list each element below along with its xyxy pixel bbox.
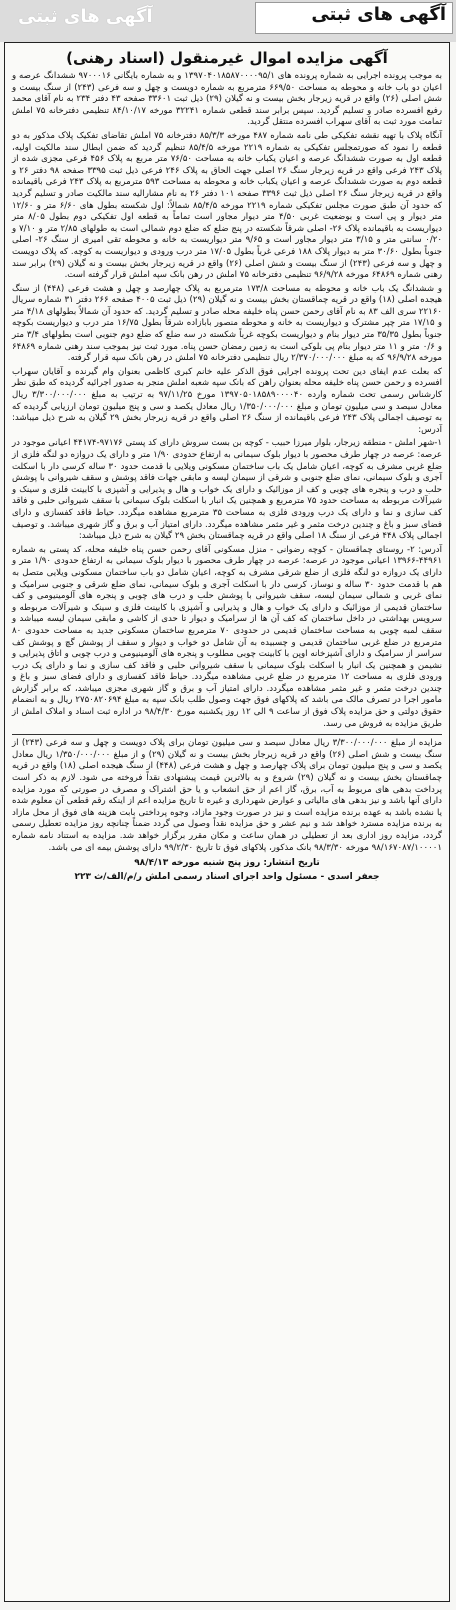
category-label-shadow: آگهی های ثبتی xyxy=(18,6,153,27)
category-banner xyxy=(0,0,456,42)
notice-paragraph: که بعلت عدم ایفای دین تحت پرونده اجرایی فوق الذکر علیه خانم کبری کاظمی بعنوان وام گیرنده و آقایان سهراب افسرده و رحمن حسن پناه خلیفه محله بعنوان راهن که بانک سپه شعبه املش منجر به صدور اجرائیه گردیده که طبق نظر کارشناس رسمی تحت شماره وارده ۱۳۹۷۰۵۰۱۸۵۸۹۰۰۰۰۴۰ مورخ ۹۷/۱۱/۲۵ به ترتیب به مبلغ ۳/۳۰۰/۰۰۰/۰۰۰ ریال معادل سیصد و سی میلیون تومان و مبلغ ۱/۳۵۰/۰۰۰/۰۰۰ ریال معادل یکصد و سی و پنج میلیون تومان ارزیابی گردیده که به توصیف اجمالی پلاک ۲۴۳ فرعی باقیمانده از سنگ ۲۶ اصلی واقع در قریه زیرجار بخش ۲۹ گیلان به شرح ذیل میباشد: آدرس: xyxy=(12,366,443,435)
column-break-divider xyxy=(12,734,442,735)
publish-date: تاریخ انتشار: روز پنج شنبه مورخه ۹۸/۴/۱۳ xyxy=(134,858,320,869)
category-label: آگهی های ثبتی xyxy=(311,4,446,25)
notice-body xyxy=(5,71,449,854)
notice-paragraph: آنگاه پلاک با تهیه نقشه تفکیکی طی نامه شماره ۴۸۷ مورخه ۸۵/۳/۳ دفترخانه ۷۵ املش تقاضای تفکیک پلاک مذکور به دو قطعه را نمود که صورتمجلس تفکیکی به شماره ۲۲۱۹ مورخه ۸۵/۴/۵ تنظیم گردید که ضمن ابطال سند مالکیت اولیه، قطعه اول به صورت ششدانگ عرصه و اعیان یکباب خانه به مساحت ۷۶/۵۰ متر مربع به پلاک ۴۵۶ فرعی مجزی شده از پلاک ۲۴۳ فرعی واقع در قریه زیرجار سنگ ۲۶ اصلی جهت الحاق به پلاک ۲۴۶ فرعی ذیل ثبت ۳۳۹۵ صفحه ۹۸ دفتر ۲۶ و قطعه دوم به صورت ششدانگ عرصه و اعیان یکباب خانه و محوطه به مساحت ۵۹۳ مترمربع به پلاک ۲۴۳ فرعی باقیمانده واقع در قریه زیرجار سنگ ۲۶ اصلی ذیل ثبت ۳۳۹۶ صفحه ۱۰۱ دفتر ۲۶ به نام مشارالیه سند مالکیت صادر و تسلیم گردید که حدود آن طبق صورت مجلس تفکیکی شماره ۲۲۱۹ مورخه ۸۵/۴/۵ شمالاً: اول شکسته بطول های ۶/۶۰ متر و ۱۲/۶۰ متر دیوار و پی است و بوضعیت غربی ۴/۵۰ متر دیوار مجاور است تماماً به قطعه اول تفکیکی دوم بطول ۸/۰۵ متر دیواریست به باقیمانده پلاک ۲۶- اصلی شرقاً شکسته در پنج ضلع که ضلع دوم شمالی است به طولهای ۲/۸۵ متر و ۷/۱۰ و ۰/۲۰ سانتی متر و ۳/۱۵ متر دیوار مجاور است و ۹/۶۵ متر دیواریست به خانه و محوطه تقی امیری از سنگ ۲۶- اصلی جنوباً بطول ۳۰/۶۰ متر به دیوار پلاک ۱۸۸ فرعی غرباً بطول ۱۷/۰۵ متر درب ورودی و دیواریست به کوچه. که پلاک دویست و چهل و سه فرعی (۲۴۳) از سنگ بیست و شش اصلی (۲۶) واقع در قریه زیرجار بخش بیست و نه گیلان (۲۹) برابر سند رهنی شماره ۶۴۸۶۹ مورخه ۹۶/۹/۲۸ تنظیمی دفترخانه ۷۵ املش در رهن بانک سپه املش قرار گرفته است. xyxy=(12,130,443,281)
notice-paragraph: و ششدانگ یک باب خانه و محوطه به مساحت ۱۷۳/۸ مترمربع به پلاک چهارصد و چهل و هشت فرعی (۴۴۸) از سنگ هیجده اصلی (۱۸) واقع در قریه چماقستان بخش بیست و نه گیلان (۲۹) ذیل ثبت ۴۰۰۵ صفحه ۲۶۶ دفتر ۳۱ شماره سریال ۲۲۱۶۰ سری الف ۸۳ به نام آقای رحمن حسن پناه خلیفه محله صادر و تسلیم گردید. که حدود آن شمالاً بطولهای ۴/۱۸ متر و ۱۷/۱۵ متر چپر مشترک و دیواریست به خانه و محوطه منصور بابازاده شرقاً بطول ۱۶/۷۵ متر درب و دیواریست بکوچه جنوباً بطول ۳۵/۳۵ متر دیوار بنام و دیواریست بکوچه غرباً شکسته در سه ضلع که ضلع دوم جنوبی است بطولهای ۳/۴ متر و ۰/۶ متر و ۱۱ متر دیوار بنام پی بلوکی است به زمین رمضان حسن پناه. مورد ثبت نیز بموجب سند رهنی شماره ۶۴۸۶۹ مورخه ۹۶/۹/۲۸ که به مبلغ ۲/۳۷۰/۰۰۰/۰۰۰ ریال تنظیمی دفترخانه ۷۵ املش در رهن بانک سپه قرار گرفته. xyxy=(12,283,443,364)
notice-frame xyxy=(4,42,450,1602)
notice-paragraph: مزایده از مبلغ ۳/۳۰۰/۰۰۰/۰۰۰ ریال معادل سیصد و سی میلیون تومان برای پلاک دویست و چهل و سه فرعی (۲۴۳) از سنگ بیست و شش اصلی (۲۶) واقع در قریه زیرجار بخش بیست و نه گیلان (۲۹) و از مبلغ ۱/۳۵۰/۰۰۰/۰۰۰ ریال معادل یکصد و سی و پنج میلیون تومان برای پلاک چهارصد و چهل و هشت فرعی (۴۴۸) از سنگ هیجده اصلی (۱۸) واقع در قریه چماقستان بخش بیست و نه گیلان (۲۹) شروع و به بالاترین قیمت پیشنهادی نقداً فروخته می شود. لازم به ذکر است پرداخت بدهی های مربوط به آب، برق، گاز اعم از حق انشعاب و یا حق اشتراک و مصرف در صورتی که مورد مزایده دارای آنها باشد و نیز بدهی های مالیاتی و عوارض شهرداری و غیره تا تاریخ مزایده اعم از اینکه رقم قطعی آن معلوم شده یا نشده باشد به عهده برنده مزایده است و نیز در صورت وجود مازاد، وجوه پرداختی بابت هزینه های فوق از محل مازاد به برنده مزایده مسترد خواهد شد و نیم عشر و حق مزایده نقداً وصول می گردد ضمناً چنانچه روز مزایده تعطیل رسمی گردد، مزایده روز اداری بعد از تعطیلی در همان ساعت و مکان مقرر برگزار خواهد شد. مزایده به استناد نامه شماره ۹۸/۱۶۷۰۸۷/۱۰۰۰۰۱ مورخه ۹۸/۳/۳۰ بانک مذکور، پلاکهای فوق تا تاریخ ۹۹/۲/۳۰ دارای پوشش بیمه ای می باشد. xyxy=(12,738,443,853)
notice-paragraph: به موجب پرونده اجرایی به شماره پرونده های ۱۳۹۷۰۴۰۱۸۵۸۷۰۰۰۰۹۵/۱ و به شماره بایگانی ۹۷۰۰۰۱۶ ششدانگ عرصه و اعیان دو باب خانه و محوطه به مساحت ۶۶۹/۵۰ مترمربع به شماره دویست و چهل و سه فرعی (۲۴۳) از سنگ بیست و شش اصلی (۲۶) واقع در قریه زیرجار بخش بیست و نه گیلان (۲۹) ذیل ثبت ۳۳۶۰۱ صفحه ۴۳ دفتر ۲۳۴ به نام آقای محمد رفیع افسرده صادر و تسلیم گردید. سپس برابر سند قطعی شماره ۳۲۲۴۱ مورخه ۸۴/۱۰/۱۷ تنظیمی دفترخانه ۷۵ املش تمامت مورد ثبت به آقای سهراب افسرده منتقل گردید. xyxy=(12,71,443,128)
notice-title: آگهی مزایده اموال غیرمنقول (اسناد رهنی) xyxy=(66,49,388,67)
signature: جعفر اسدی - مسئول واحد اجرای اسناد رسمی املش ر/م/الف/ث ۲۲۳ xyxy=(74,872,380,883)
notice-paragraph: آدرس: ۲- روستای چماقستان - کوچه رضوانی - منزل مسکونی آقای رحمن حسن پناه خلیفه محله، کد پستی به شماره ۴۴۹۶۱-۱۳۹۶۶ اعیانی موجود در عرصه: عرصه در چهار طرف محصور با دیوار بلوک سیمانی به ارتفاع حدودی ۱/۹۰ متر و دارای یک دروازه دو لنگه فلزی از ضلع شرقی مشرف به کوچه، اعیان شامل دو باب ساختمان مسکونی ویلایی متصل به هم با قدمت حدود ۳۰ ساله و نوساز، کرسی دار با اسکلت آجری و بلوک سیمانی، نمای ضلع شرقی و جنوبی سرامیک و نمای غربی و شمالی سیمان لیسه، سقف شیروانی با پوشش حلب و درب های چوبی و پنجره های آلومینیومی و کف ساختمان قدیمی از موزائیک و دارای یک خواب و هال و پذیرایی و آشپزی با کابینت فلزی و سینک و شیرآلات مربوطه و سرویس بهداشتی در داخل ساختمان که کف آن ها از سرامیک و دیوار تا حدی از کاشی و مابقی سیمان لیسه میباشد و سقف لمبه چوبی به مساحت ساختمان قدیمی در حدودی ۷۰ مترمربع ساختمان مسکونی جدید به مساحت حدودی ۸۰ مترمربع در ضلع غربی ساختمان قدیمی و چسبیده به آن شامل دو خواب و دیوار و سقف از پوشش گچ و پوشش کف سراسر از سرامیک و دارای آشپزخانه اوپن با کابینت چوبی مطلوب و پنجره های آلومینیومی و درب چوبی و اتاق پذیرایی و نشیمن و همچنین یک انبار با اسکلت بلوک سیمانی با سقف شیروانی حلبی و فاقد کف سازی و نما و دارای یک درب ورودی فلزی به مساحت ۱۲ مترمربع در ضلع غربی مشاهده میگردد. حیاط فاقد کفسازی و دارای فضای سبز و باغ و چندین درخت مثمر و غیر مثمر مشاهده میگردد. دارای امتیاز آب و برق و گاز شهری مجزی میباشد، که برابر گزارش مامور اجرا در تصرف مالک می باشد که پلاکهای فوق جهت وصول طلب بانک سپه به مبلغ ۲۷۵۰۸۲۰۶۹۴ ریال و به انضمام حقوق دولتی و حق مزایده پلاک فوق از ساعت ۹ الی ۱۲ روز یکشنبه مورخ ۹۸/۴/۳۰ در اداره ثبت اسناد و املاک املش از طریق مزایده به فروش می رسد. xyxy=(12,544,443,729)
notice-paragraph: ۱-شهر املش - منطقه زیرجار، بلوار میرزا حبیب - کوچه بن بست سروش دارای کد پستی ۹۷۱۷۶-۴۴۱۷۴ اعیانی موجود در عرصه: عرصه در چهار طرف محصور با دیوار بلوک سیمانی به ارتفاع حدودی ۱/۹۰ متر و دارای یک دروازه دو لنگه فلزی از ضلع غربی مشرف به کوچه، اعیان شامل یک باب ساختمان مسکونی ویلایی با قدمت حدود ۳۰ ساله کرسی دار با اسکلت آجری و بلوک سیمانی، نمای ضلع جنوبی و شرقی از سیمان لیسه و مابقی جهات فاقد پوشش و سقف شیروانی با پوشش حلب و درب و پنجره های چوبی و کف از موزائیک و دارای یک خواب و هال و پذیرایی و آشپزی با کابینت فلزی و سینک و شیرآلات مربوطه به مساحت حدود ۷۵ مترمربع و همچنین یک انبار با اسکلت بلوک سیمانی با سقف شیروانی حلبی و فاقد کف سازی و نما و دارای یک درب ورودی فلزی به مساحت ۳۵ مترمربع مشاهده میگردد. حیاط فاقد کفسازی و دارای فضای سبز و باغ و چندین درخت مثمر و غیر مثمر مشاهده میگردد. دارای امتیاز آب و برق و گاز شهری میباشد. و توصیف اجمالی پلاک ۴۴۸ فرعی از سنگ ۱۸ اصلی واقع در قریه چماقستان بخش ۲۹ گیلان به شرح ذیل میباشد: xyxy=(12,438,443,542)
